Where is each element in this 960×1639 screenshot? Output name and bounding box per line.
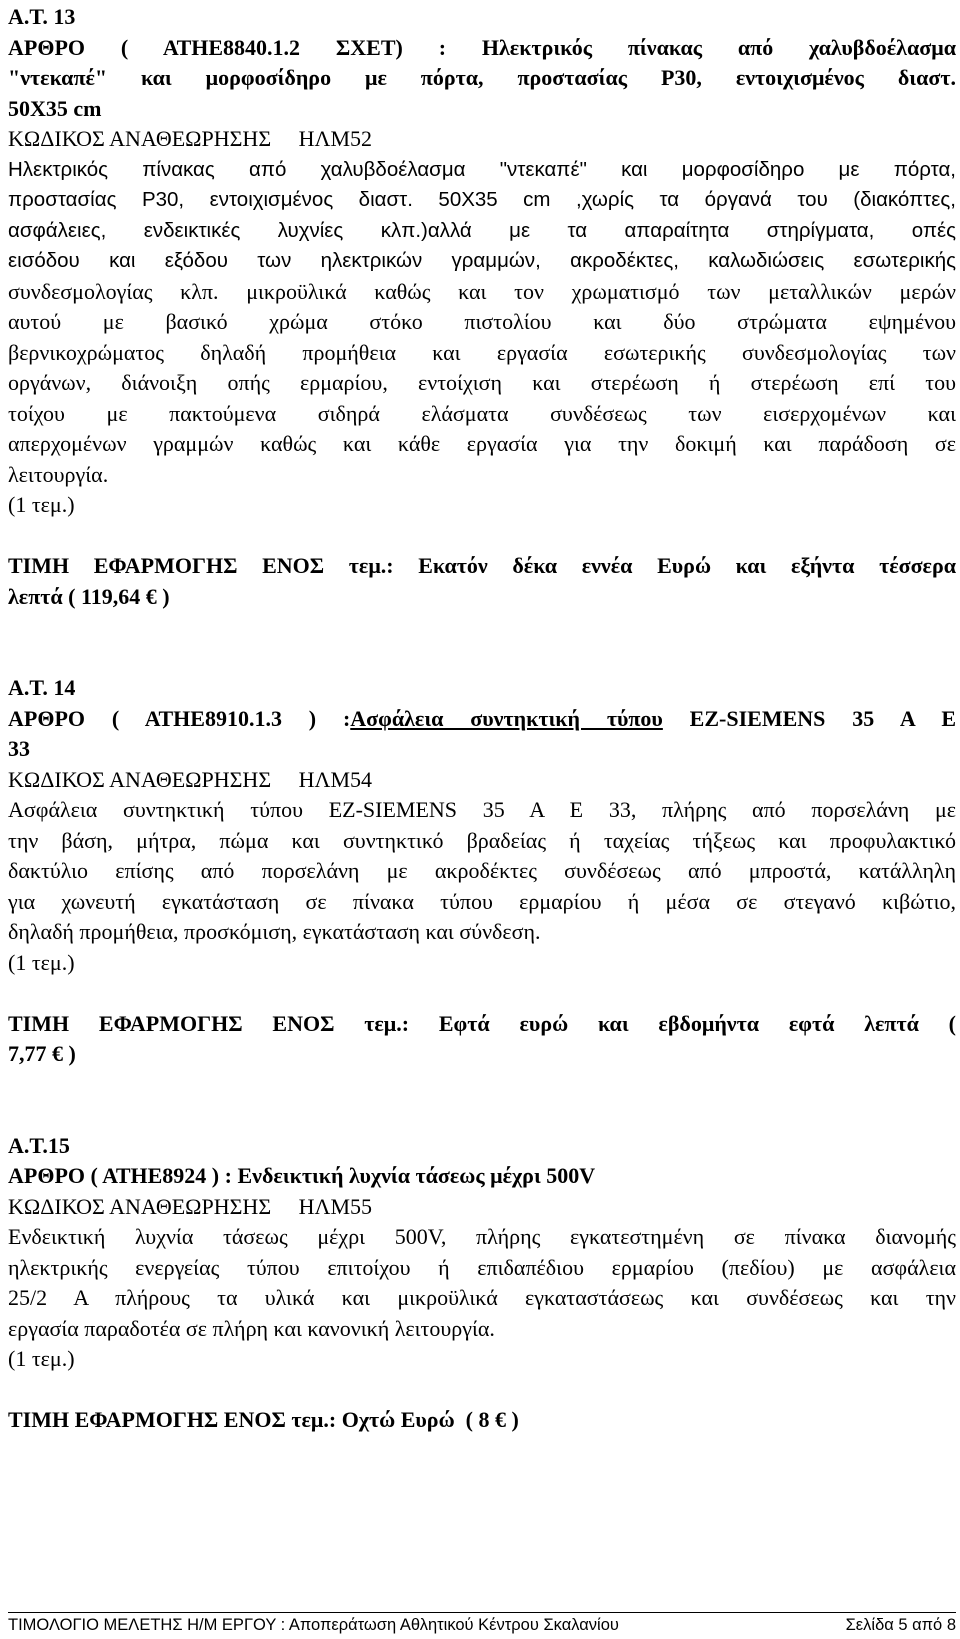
description-line: δηλαδή προμήθεια, προσκόμιση, εγκατάσταση και σύνδεση.	[8, 919, 541, 944]
price-item-14	[8, 673, 956, 1070]
unit-quantity: (1 τεμ.)	[8, 492, 75, 517]
revision-code: ΚΩΔΙΚΟΣ ΑΝΑΘΕΩΡΗΣΗΣ ΗΛΜ54	[8, 766, 373, 792]
description-line: Ενδεικτική λυχνία τάσεως μέχρι 500V, πλήρης εγκατεστημένη σε πίνακα διανομής	[8, 1224, 956, 1249]
item-number: Α.Τ. 14	[8, 675, 76, 700]
item-number: Α.Τ. 13	[8, 4, 76, 29]
unit-price-line: λεπτά ( 119,64 € )	[8, 583, 170, 609]
description-line: εργασία παραδοτέα σε πλήρη και κανονική λειτουργία.	[8, 1315, 495, 1341]
description-line: ηλεκτρικής ενεργείας τύπου επιτοίχου ή επιδαπέδιου ερμαρίου (πεδίου) με ασφάλεια	[8, 1254, 956, 1280]
revision-code: ΚΩΔΙΚΟΣ ΑΝΑΘΕΩΡΗΣΗΣ ΗΛΜ55	[8, 1193, 373, 1219]
unit-price-line: ΤΙΜΗ ΕΦΑΡΜΟΓΗΣ ΕΝΟΣ τεμ.: Εκατόν δέκα εννέα Ευρώ και εξήντα τέσσερα	[8, 553, 956, 578]
description-line: αυτού με βασικό χρώμα στόκο πιστολίου και δύο στρώματα εψημένου	[8, 309, 956, 334]
description-line: λειτουργία.	[8, 461, 109, 487]
unit-price-line: ΤΙΜΗ ΕΦΑΡΜΟΓΗΣ ΕΝΟΣ τεμ.: Εφτά ευρώ και εβδομήντα εφτά λεπτά (	[8, 1010, 956, 1036]
article-code: ΑΡΘΡΟ ( ΑΤΗΕ8910.1.3 ) :	[8, 705, 351, 731]
description-line: για χωνευτή εγκατάσταση σε πίνακα τύπου ερμαρίου ή μέσα σε στεγανό κιβώτιο,	[8, 888, 956, 914]
page-footer	[8, 1612, 956, 1635]
description-line: την βάση, μήτρα, πώμα και συντηκτικό βραδείας ή ταχείας τήξεως και προφυλακτικό	[8, 827, 956, 853]
description-line: 25/2 Α πλήρους τα υλικά και μικροϋλικά εγκαταστάσεως και συνδέσεως και την	[8, 1285, 956, 1310]
unit-price-line: ΤΙΜΗ ΕΦΑΡΜΟΓΗΣ ΕΝΟΣ τεμ.: Οχτώ Ευρώ ( 8 € )	[8, 1407, 519, 1432]
article-title-line: 33	[8, 736, 30, 761]
description-line: ασφάλειες, ενδεικτικές λυχνίες κλπ.)αλλά με τα απαραίτητα στηρίγματα, οπές	[8, 218, 956, 242]
spacer	[8, 521, 956, 552]
article-title-line: ΑΡΘΡΟ ( ΑΤΗΕ8840.1.2 ΣΧΕΤ) : Ηλεκτρικός πίνακας από χαλυβδοέλασμα	[8, 34, 956, 60]
description-line: εισόδου και εξόδου των ηλεκτρικών γραμμών, ακροδέκτες, καλωδιώσεις εσωτερικής	[8, 249, 956, 272]
description-line: βερνικοχρώματος δηλαδή προμήθεια και εργασία εσωτερικής συνδεσμολογίας των	[8, 339, 956, 365]
spacer	[8, 612, 956, 673]
article-title-line	[8, 704, 956, 735]
unit-price-line: 7,77 € )	[8, 1041, 76, 1066]
article-title-line: 50Χ35 cm	[8, 95, 102, 121]
unit-quantity: (1 τεμ.)	[8, 1346, 75, 1371]
unit-quantity: (1 τεμ.)	[8, 949, 75, 975]
description-line: Ηλεκτρικός πίνακας από χαλυβδοέλασμα "ντεκαπέ" και μορφοσίδηρο με πόρτα,	[8, 157, 956, 181]
description-line: οργάνων, διάνοιξη οπής ερμαρίου, εντοίχιση και στερέωση ή στερέωση επί του	[8, 370, 956, 395]
article-title-line: ΑΡΘΡΟ ( ΑΤΗΕ8924 ) : Ενδεικτική λυχνία τάσεως μέχρι 500V	[8, 1163, 596, 1188]
description-line: απερχομένων γραμμών καθώς και κάθε εργασία για την δοκιμή και παράδοση σε	[8, 431, 956, 456]
spacer	[8, 1070, 956, 1131]
description-line: δακτύλιο επίσης από πορσελάνη με ακροδέκτες συνδέσεως από μπροστά, κατάλληλη	[8, 858, 956, 883]
description-line: συνδεσμολογίας κλπ. μικροϋλικά καθώς και τον χρωματισμό των μεταλλικών μερών	[8, 278, 956, 304]
footer-page-number: Σελίδα 5 από 8	[845, 1616, 956, 1634]
article-title-line: "ντεκαπέ" και μορφοσίδηρο με πόρτα, προστασίας P30, εντοιχισμένος διαστ.	[8, 65, 956, 90]
document-body	[8, 2, 956, 1436]
price-item-13	[8, 2, 956, 612]
spacer	[8, 978, 956, 1009]
revision-code: ΚΩΔΙΚΟΣ ΑΝΑΘΕΩΡΗΣΗΣ ΗΛΜ52	[8, 126, 373, 151]
description-line: Ασφάλεια συντηκτική τύπου EZ-SIEMENS 35 A E 33, πλήρης από πορσελάνη με	[8, 797, 956, 822]
price-item-15	[8, 1131, 956, 1436]
description-line: προστασίας P30, εντοιχισμένος διαστ. 50Χ35 cm ,χωρίς τα όργανά του (διακόπτες,	[8, 188, 956, 211]
footer-project-title: ΤΙΜΟΛΟΓΙΟ ΜΕΛΕΤΗΣ Η/Μ ΕΡΓΟΥ : Αποπεράτωση Αθλητικού Κέντρου Σκαλανίου	[8, 1616, 619, 1634]
spacer	[8, 1375, 956, 1406]
article-title-underlined: Ασφάλεια συντηκτική τύπου	[350, 705, 663, 731]
article-title-rest: EZ-SIEMENS 35 A E	[662, 705, 956, 731]
description-line: τοίχου με πακτούμενα σιδηρά ελάσματα συνδέσεως των εισερχομένων και	[8, 400, 956, 426]
item-number: Α.Τ.15	[8, 1132, 70, 1158]
